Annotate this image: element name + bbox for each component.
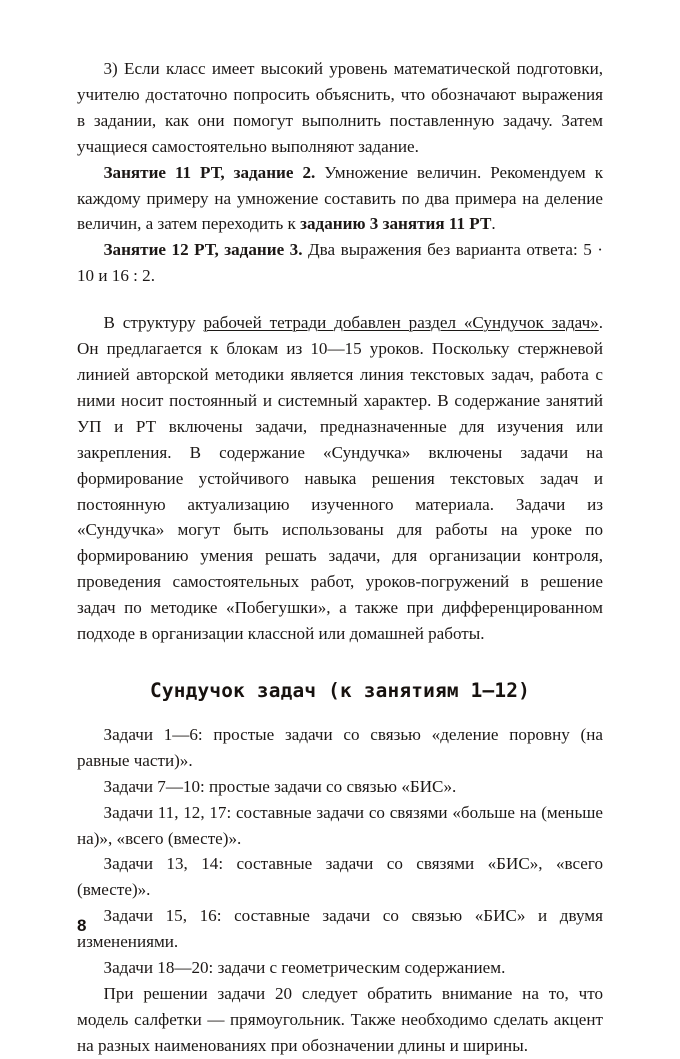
paragraph-workbook-structure [77, 310, 603, 647]
paragraph-lesson-11 [77, 160, 603, 238]
workbook-structure-lead: В структуру [103, 313, 204, 333]
heading-spacer-bottom [77, 704, 603, 722]
paragraph-intro-point-3: 3) Если класс имеет высокий уровень математической подготовки, учителю достаточно попросить объяснить, что обозначают выражения в задании, как они помогут выполнить поставленную задачу. Затем учащиеся самостоятельно выполняют задание. [77, 59, 603, 156]
heading-spacer-top [77, 647, 603, 678]
paragraph-separator [77, 289, 603, 310]
paragraph-lesson-12 [77, 237, 603, 289]
list-item: Задачи 11, 12, 17: составные задачи со связями «больше на (меньше на)», «всего (вместе)». [77, 802, 603, 848]
page-content [77, 56, 603, 1059]
workbook-structure-body: . Он предлагается к блокам из 10—15 уроков. Поскольку стержневой линией авторской методики является линия текстовых задач, работа с ними носит постоянный и системный характер. В содержание занятий УП и РТ включены задачи, предназначенные для изучения или закрепления. В содержание «Сундучка» включены задачи на формирование устойчивого навыка решения текстовых задач и постоянную актуализацию изученного материала. Задачи из «Сундучка» могут быть использованы для работы на уроке по формированию умения решать задачи, для организации контроля, проведения самостоятельных работ, уроков-погружений в решение задач по методике «Побегушки», а также при дифференцированном подходе в организации классной или домашней работы. [77, 313, 604, 644]
lesson-11-text: Умножение величин. Рекомендуем к каждому примеру на умножение составить по два примера на деление величин, а затем переходить к [77, 162, 603, 234]
lesson-12-text: Два выражения без варианта ответа: 5 · 10 и 16 : 2. [77, 240, 603, 286]
list-item: Задачи 15, 16: составные задачи со связью «БИС» и двумя изменениями. [77, 906, 603, 952]
lesson-11-label: Занятие 11 РТ, задание 2. [103, 162, 316, 182]
list-item: Задачи 1—6: простые задачи со связью «деление поровну (на равные части)». [77, 724, 603, 770]
paragraph-task-20-note: При решении задачи 20 следует обратить внимание на то, что модель салфетки — прямоугольник. Также необходимо сделать акцент на разных наименованиях при обозначении длины и ширины. [77, 984, 603, 1055]
page-number: 8 [77, 916, 87, 935]
list-item: Задачи 18—20: задачи с геометрическим содержанием. [103, 958, 506, 978]
lesson-11-reference: заданию 3 занятия 11 РТ [300, 214, 492, 234]
list-item: Задачи 13, 14: составные задачи со связями «БИС», «всего (вместе)». [77, 854, 603, 900]
list-item: Задачи 7—10: простые задачи со связью «БИС». [103, 776, 457, 796]
lesson-11-period: . [491, 214, 496, 234]
section-heading-sunduchok: Сундучок задач (к занятиям 1—12) [150, 678, 530, 702]
lesson-12-label: Занятие 12 РТ, задание 3. [103, 240, 303, 260]
workbook-structure-underlined: рабочей тетради добавлен раздел «Сундучок задач» [203, 313, 599, 333]
